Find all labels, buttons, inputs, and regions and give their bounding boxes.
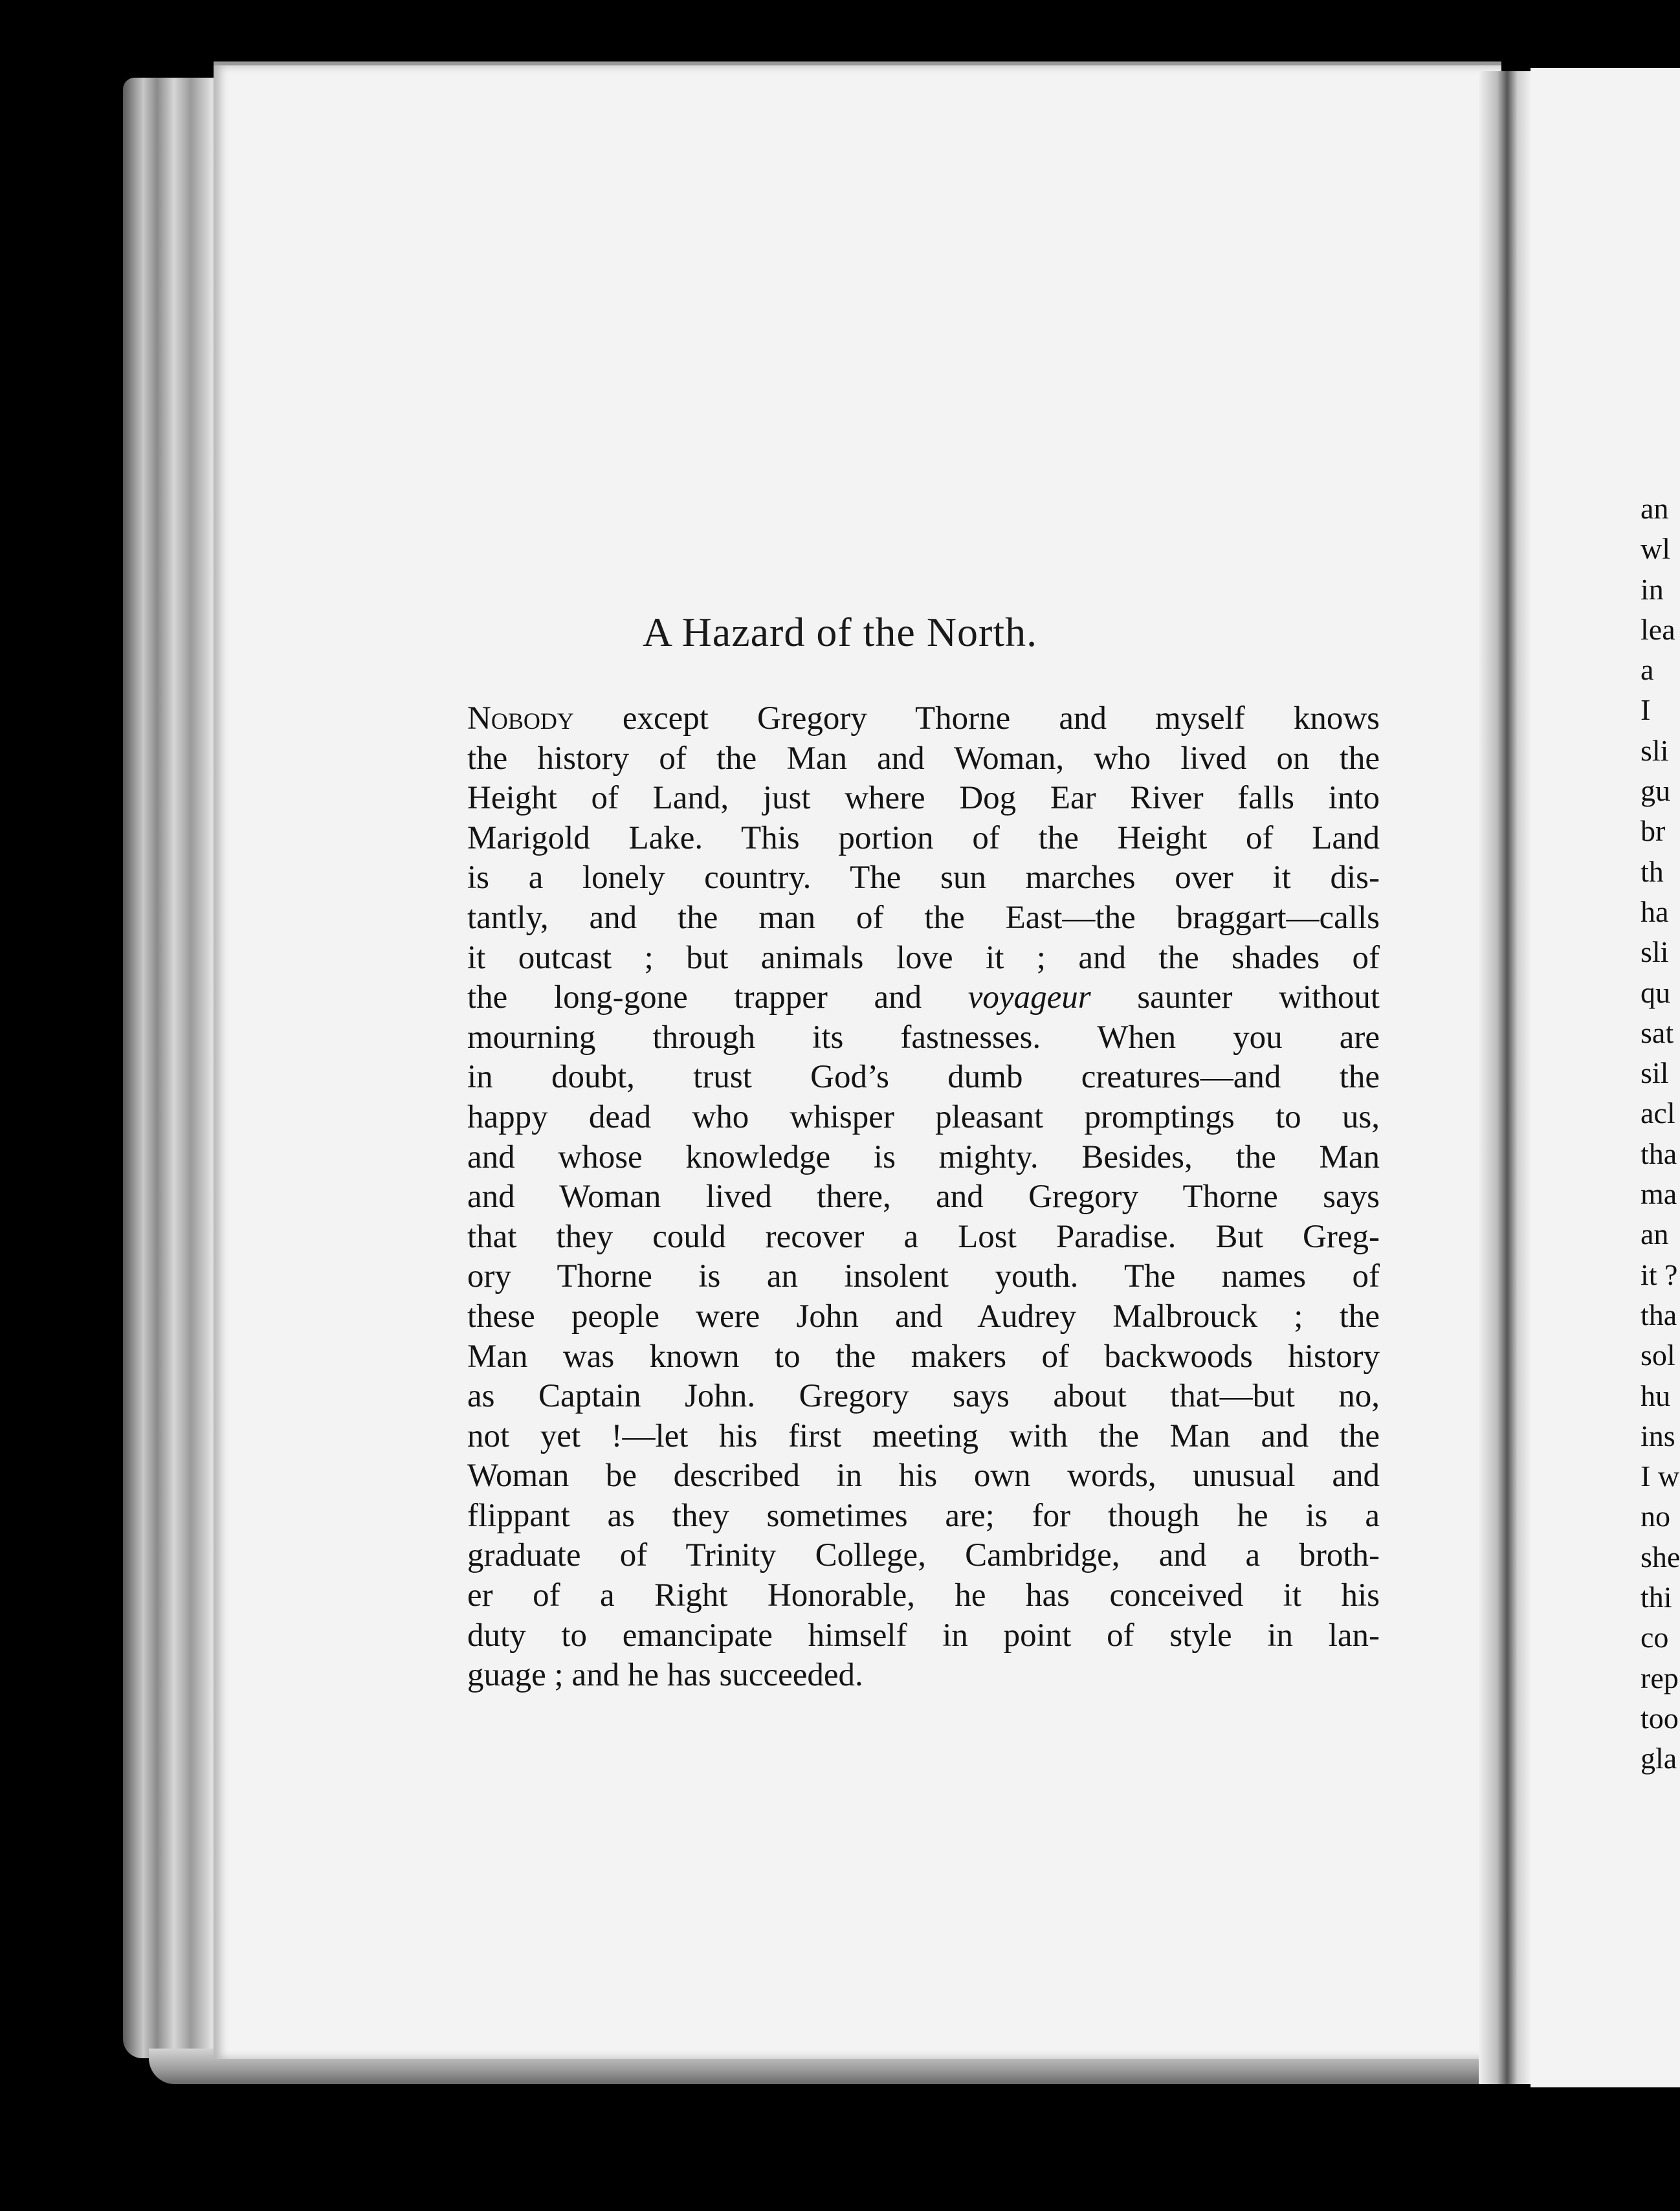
text-line-end: saunter without [1090, 979, 1380, 1016]
right-page-fragment: lea [1641, 612, 1675, 646]
text-line [467, 699, 1380, 739]
text-line: flippant as they sometimes are; for though he is a [467, 1497, 1380, 1534]
text-line: happy dead who whisper pleasant promptings to us, [467, 1098, 1380, 1135]
text-line: graduate of Trinity College, Cambridge, and a broth- [467, 1537, 1380, 1574]
chapter-title: A Hazard of the North. [642, 609, 1038, 655]
text-line: as Captain John. Gregory says about that—but no, [467, 1378, 1380, 1415]
right-page-fragment: in [1641, 572, 1664, 606]
right-page-fragment: ma [1641, 1177, 1677, 1211]
text-line: that they could recover a Lost Paradise. But Greg- [467, 1218, 1380, 1255]
text-line: these people were John and Audrey Malbrouck ; the [467, 1298, 1380, 1335]
right-page-fragment: sol [1641, 1339, 1675, 1372]
right-page-fragment: hu [1641, 1379, 1670, 1412]
text-line: Man was known to the makers of backwoods history [467, 1338, 1380, 1375]
right-page-fragment: acl [1641, 1096, 1675, 1130]
text-line-rest: except Gregory Thorne and myself knows [573, 700, 1380, 737]
text-line: Marigold Lake. This portion of the Height of Land [467, 819, 1380, 856]
right-page-fragment: gla [1641, 1742, 1677, 1775]
right-page-fragment: an [1641, 492, 1669, 525]
right-page-fragment: rep [1641, 1661, 1679, 1694]
right-page-partial [1531, 68, 1680, 2087]
right-page-fragment: sil [1641, 1056, 1669, 1090]
right-page-fragment: sli [1641, 935, 1669, 969]
right-page-fragment: I [1641, 693, 1651, 727]
right-page-fragment: sli [1641, 733, 1669, 767]
text-line: and Woman lived there, and Gregory Thorne says [467, 1179, 1380, 1216]
right-page-fragment: tha [1641, 1298, 1677, 1331]
right-page-fragment: co [1641, 1621, 1669, 1654]
text-line-last: guage ; and he has succeeded. [467, 1657, 863, 1694]
text-line: and whose knowledge is mighty. Besides, the Man [467, 1139, 1380, 1175]
right-page-fragment: gu [1641, 774, 1670, 808]
text-line: mourning through its fastnesses. When you are [467, 1019, 1380, 1056]
right-page-text-fragments [1641, 489, 1680, 1779]
text-line: not yet !—let his first meeting with the Man and the [467, 1417, 1380, 1454]
text-line: it outcast ; but animals love it ; and the shades of [467, 939, 1380, 976]
right-page-fragment: I w [1641, 1460, 1680, 1493]
right-page-fragment: an [1641, 1217, 1669, 1251]
text-line: duty to emancipate himself in point of style in lan- [467, 1617, 1380, 1654]
text-line: Woman be described in his own words, unusual and [467, 1458, 1380, 1494]
italic-word: voyageur [967, 979, 1091, 1016]
right-page-fragment: ins [1641, 1419, 1675, 1452]
right-page-fragment: tha [1641, 1137, 1677, 1170]
right-page-fragment: th [1641, 854, 1664, 888]
right-page-fragment: ha [1641, 894, 1669, 928]
text-line: tantly, and the man of the East—the braggart—calls [467, 899, 1380, 936]
right-page-fragment: she [1641, 1540, 1680, 1573]
right-page-fragment: sat [1641, 1016, 1674, 1049]
text-line: is a lonely country. The sun marches over it dis- [467, 860, 1380, 896]
text-line [467, 978, 1380, 1018]
right-page-fragment: it ? [1641, 1258, 1678, 1291]
text-line: ory Thorne is an insolent youth. The names of [467, 1258, 1380, 1295]
right-page-fragment: too [1641, 1701, 1679, 1735]
text-line: the history of the Man and Woman, who lived on the [467, 740, 1380, 777]
right-page-fragment: no [1641, 1500, 1670, 1533]
text-line: er of a Right Honorable, he has conceived it his [467, 1577, 1380, 1614]
small-caps-word: Nobody [467, 700, 574, 737]
text-line: Height of Land, just where Dog Ear River falls into [467, 780, 1380, 817]
book-gutter [1479, 71, 1531, 2084]
right-page-fragment: br [1641, 814, 1666, 848]
right-page-fragment: qu [1641, 975, 1670, 1009]
right-page-fragment: wl [1641, 532, 1670, 566]
right-page-fragment: thi [1641, 1581, 1672, 1614]
right-page-fragment: a [1641, 653, 1654, 687]
text-line: in doubt, trust God’s dumb creatures—and the [467, 1059, 1380, 1096]
text-line-start: the long-gone trapper and [467, 979, 968, 1016]
body-paragraph [467, 699, 1380, 1696]
